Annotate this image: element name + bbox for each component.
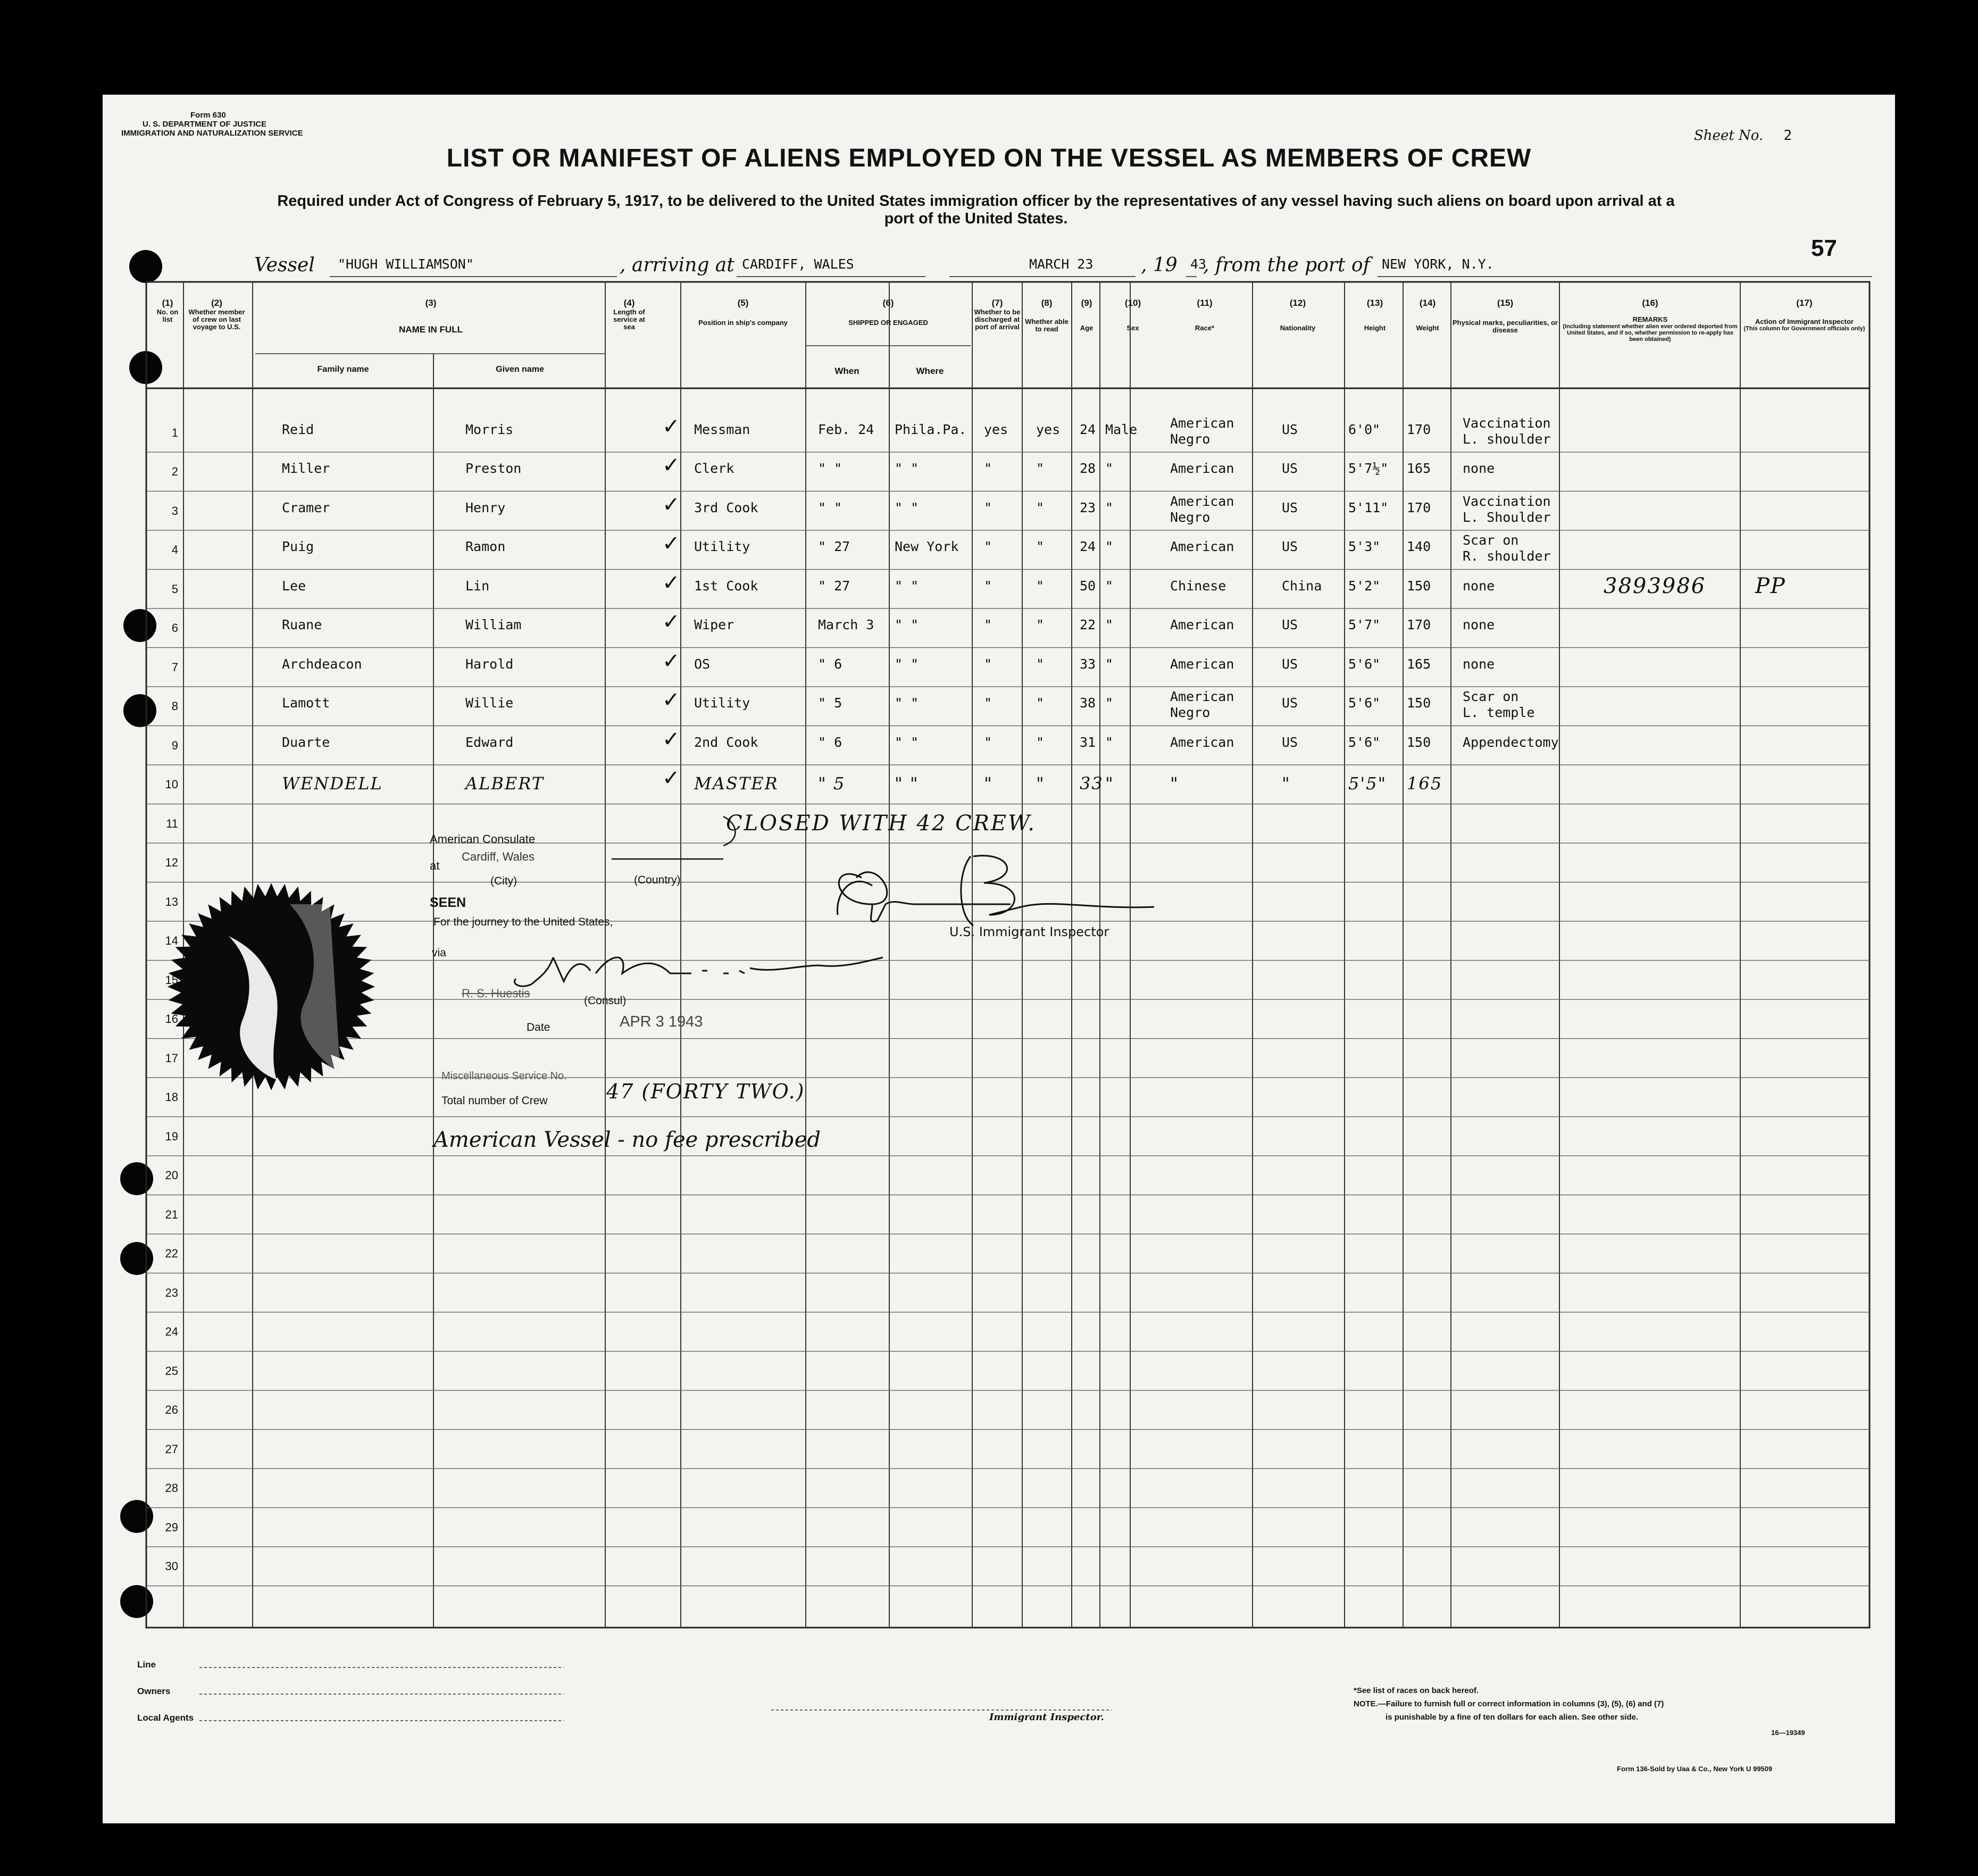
age-cell: 50 <box>1080 578 1096 594</box>
row-number: 26 <box>165 1403 178 1416</box>
shipped-when-cell: Feb. 24 <box>818 421 874 437</box>
physical-marks-cell: Vaccination <box>1463 415 1551 431</box>
shipped-where-header: Where <box>916 366 944 376</box>
col-7-header: (7) Whether to be discharged at port of arrival <box>974 298 1021 331</box>
check-mark-icon: ✓ <box>662 531 680 556</box>
row-number: 9 <box>171 738 178 752</box>
weight-cell: 170 <box>1407 499 1431 515</box>
inspector-signature <box>837 856 1154 926</box>
check-mark-icon: ✓ <box>662 414 680 439</box>
arrival-date: MARCH 23 <box>1029 256 1094 272</box>
race-cell: American <box>1170 415 1234 431</box>
position-cell: Utility <box>694 539 750 554</box>
shipped-when-cell: " 6 <box>818 656 842 672</box>
shipped-where-cell: " " <box>895 695 919 711</box>
arriving-port: CARDIFF, WALES <box>742 256 854 272</box>
row-number: 2 <box>171 465 178 478</box>
year-prefix: , 19 <box>1141 254 1178 276</box>
row-number: 19 <box>165 1129 178 1143</box>
arrival-year: 43 <box>1190 256 1207 272</box>
shipped-where-cell: " " <box>895 461 919 476</box>
fine-note-2: is punishable by a fine of ten dollars for each alien. See other side. <box>1386 1713 1639 1722</box>
physical-marks-cell-line2: L. shoulder <box>1463 431 1551 447</box>
nationality-cell: " <box>1282 773 1291 794</box>
age-cell: 23 <box>1080 499 1096 515</box>
physical-marks-cell: Appendectomy <box>1463 734 1559 750</box>
height-cell: 5'6" <box>1348 695 1381 711</box>
age-cell: 33 <box>1080 773 1104 794</box>
misc-service-label: Miscellaneous Service No. <box>441 1070 567 1082</box>
height-cell: 5'7" <box>1348 617 1381 632</box>
check-mark-icon: ✓ <box>662 492 680 517</box>
able-to-read-cell: " <box>1036 499 1045 515</box>
position-cell: MASTER <box>694 773 779 794</box>
age-cell: 28 <box>1080 461 1096 476</box>
weight-cell: 165 <box>1407 656 1431 672</box>
family-name-cell: Puig <box>282 539 314 554</box>
inspector-action-cell: PP <box>1755 573 1786 598</box>
row-number: 24 <box>165 1325 178 1338</box>
row-number: 14 <box>165 934 178 947</box>
race-cell: " <box>1170 773 1179 794</box>
physical-marks-cell: none <box>1463 617 1495 632</box>
page-number: 57 <box>1811 235 1837 261</box>
family-name-cell: Reid <box>282 421 314 437</box>
shipped-where-cell: " " <box>895 617 919 632</box>
col-5-header: (5) Position in ship's company <box>698 298 788 327</box>
age-cell: 24 <box>1080 421 1096 437</box>
page-title: LIST OR MANIFEST OF ALIENS EMPLOYED ON THE VESSEL AS MEMBERS OF CREW <box>446 144 1532 172</box>
weight-cell: 140 <box>1407 539 1431 554</box>
form-code: 16—19349 <box>1771 1729 1805 1737</box>
consul-name: R. S. Huestis <box>462 987 530 1000</box>
given-name-cell: Willie <box>465 695 514 711</box>
race-cell: American <box>1170 734 1234 750</box>
able-to-read-cell: " <box>1036 578 1045 594</box>
check-mark-icon: ✓ <box>662 610 680 634</box>
col-13-header: (13) Height <box>1364 298 1386 332</box>
shipped-where-cell: " " <box>895 734 919 750</box>
given-name-cell: Harold <box>465 656 514 672</box>
row-number: 3 <box>171 504 178 518</box>
nationality-cell: US <box>1282 539 1298 554</box>
position-cell: Messman <box>694 421 750 437</box>
inspector-footer-label: Immigrant Inspector. <box>989 1712 1104 1723</box>
sex-cell: Male <box>1105 421 1138 437</box>
position-cell: 1st Cook <box>694 578 758 594</box>
position-cell: Utility <box>694 695 750 711</box>
age-cell: 22 <box>1080 617 1096 632</box>
col-15-header: (15) Physical marks, peculiarities, or disease <box>1453 298 1558 334</box>
nationality-cell: China <box>1282 578 1322 594</box>
given-name-cell: Edward <box>465 734 514 750</box>
family-name-cell: Miller <box>282 461 330 476</box>
arriving-label: , arriving at <box>620 254 735 276</box>
check-mark-icon: ✓ <box>662 727 680 752</box>
weight-cell: 150 <box>1407 578 1431 594</box>
row-number: 7 <box>171 660 178 674</box>
nationality-cell: US <box>1282 617 1298 632</box>
discharged-cell: " <box>984 539 992 554</box>
form-number: Form 630 <box>190 111 226 120</box>
shipped-when-cell: " 27 <box>818 539 850 554</box>
col-11-header: (11) Race* <box>1195 298 1215 332</box>
row-number: 13 <box>165 895 178 908</box>
consul-signature <box>514 957 883 986</box>
position-cell: Clerk <box>694 461 735 476</box>
sex-cell: " <box>1105 461 1114 476</box>
position-cell: 2nd Cook <box>694 734 758 750</box>
discharged-cell: " <box>984 695 992 711</box>
col-8-header: (8) Whether able to read <box>1025 298 1069 333</box>
family-name-cell: Ruane <box>282 617 322 632</box>
col-10-header: (10) Sex <box>1124 298 1141 332</box>
row-number: 15 <box>165 973 178 987</box>
weight-cell: 150 <box>1407 734 1431 750</box>
physical-marks-cell: none <box>1463 656 1495 672</box>
shipped-where-cell: " " <box>895 656 919 672</box>
col-14-header: (14) Weight <box>1416 298 1439 332</box>
physical-marks-cell-line2: L. Shoulder <box>1463 509 1551 525</box>
race-cell: American <box>1170 493 1234 509</box>
line-label: Line <box>137 1660 156 1670</box>
nationality-cell: US <box>1282 461 1298 476</box>
row-number: 16 <box>165 1012 178 1025</box>
given-name-cell: Ramon <box>465 539 506 554</box>
family-name-cell: WENDELL <box>282 773 383 794</box>
shipped-when-cell: " " <box>818 499 842 515</box>
row-number: 18 <box>165 1090 178 1104</box>
family-name-header: Family name <box>317 365 369 374</box>
given-name-cell: Morris <box>465 421 514 437</box>
col-16-header: (16) REMARKS (Including statement whether alien ever ordered deported from United States, and if so, whether permission to re-apply has been obtained) <box>1563 298 1738 343</box>
col-1-header: (1) No. on list <box>156 298 179 323</box>
row-number: 27 <box>165 1442 178 1456</box>
family-name-cell: Duarte <box>282 734 330 750</box>
consular-seal-icon <box>168 883 375 1090</box>
height-cell: 5'7½" <box>1348 461 1389 476</box>
physical-marks-cell: none <box>1463 461 1495 476</box>
row-number: 17 <box>165 1051 178 1065</box>
department-name: U. S. DEPARTMENT OF JUSTICE <box>143 120 267 129</box>
physical-marks-cell: Vaccination <box>1463 493 1551 509</box>
height-cell: 5'11" <box>1348 499 1389 515</box>
height-cell: 5'6" <box>1348 734 1381 750</box>
row-number: 10 <box>165 778 178 791</box>
sex-cell: " <box>1105 578 1114 594</box>
able-to-read-cell: yes <box>1036 421 1061 437</box>
fine-note-1: NOTE.—Failure to furnish full or correct information in columns (3), (5), (6) and (7) <box>1354 1699 1664 1708</box>
able-to-read-cell: " <box>1036 695 1045 711</box>
race-cell-line2: Negro <box>1170 705 1211 720</box>
shipped-where-cell: Phila.Pa. <box>895 421 967 437</box>
from-port: NEW YORK, N.Y. <box>1382 256 1494 272</box>
shipped-where-cell: " " <box>895 773 919 794</box>
shipped-where-cell: " " <box>895 499 919 515</box>
journey-text: For the journey to the United States, <box>433 916 613 928</box>
row-number: 20 <box>165 1169 178 1182</box>
race-cell: American <box>1170 539 1234 554</box>
race-cell: American <box>1170 461 1234 476</box>
owners-label: Owners <box>137 1686 171 1696</box>
shipped-when-cell: March 3 <box>818 617 874 632</box>
consulate-city: Cardiff, Wales <box>462 850 535 863</box>
sex-cell: " <box>1105 539 1114 554</box>
row-number: 22 <box>165 1247 178 1260</box>
row-number: 21 <box>165 1207 178 1221</box>
col-17-header: (17) Action of Immigrant Inspector (This column for Government officials only) <box>1743 298 1865 332</box>
given-name-header: Given name <box>496 365 544 374</box>
weight-cell: 170 <box>1407 421 1431 437</box>
able-to-read-cell: " <box>1036 734 1045 750</box>
age-cell: 31 <box>1080 734 1096 750</box>
via-label: via <box>432 947 446 959</box>
age-cell: 33 <box>1080 656 1096 672</box>
seen-stamp: SEEN <box>430 895 466 910</box>
sex-cell: " <box>1105 656 1114 672</box>
row-number: 25 <box>165 1364 178 1378</box>
nationality-cell: US <box>1282 656 1298 672</box>
age-cell: 38 <box>1080 695 1096 711</box>
row-number: 8 <box>171 699 178 713</box>
position-cell: Wiper <box>694 617 735 632</box>
col-9-header: (9) Age <box>1080 298 1094 332</box>
fee-note: American Vessel - no fee prescribed <box>433 1128 821 1152</box>
total-crew-label: Total number of Crew <box>441 1095 548 1107</box>
row-number: 12 <box>165 856 178 869</box>
discharged-cell: " <box>984 578 992 594</box>
age-cell: 24 <box>1080 539 1096 554</box>
weight-cell: 165 <box>1407 773 1443 794</box>
physical-marks-cell-line2: R. shoulder <box>1463 548 1551 564</box>
check-mark-icon: ✓ <box>662 688 680 712</box>
given-name-cell: Henry <box>465 499 506 515</box>
race-cell-line2: Negro <box>1170 509 1211 525</box>
height-cell: 5'2" <box>1348 578 1381 594</box>
total-crew-value: 47 (FORTY TWO.) <box>606 1080 805 1103</box>
weight-cell: 170 <box>1407 617 1431 632</box>
sex-cell: " <box>1105 773 1114 794</box>
consul-caption: (Consul) <box>584 995 627 1007</box>
check-mark-icon: ✓ <box>662 766 680 790</box>
shipped-when-cell: " 6 <box>818 734 842 750</box>
col-12-header: (12) Nationality <box>1280 298 1316 332</box>
race-cell: American <box>1170 617 1234 632</box>
able-to-read-cell: " <box>1036 617 1045 632</box>
shipped-when-cell: " 27 <box>818 578 850 594</box>
race-cell-line2: Negro <box>1170 431 1211 447</box>
shipped-when-cell: " 5 <box>818 773 846 794</box>
race-cell: American <box>1170 656 1234 672</box>
physical-marks-cell: Scar on <box>1463 532 1519 548</box>
consulate-at-label: at <box>430 859 440 872</box>
check-mark-icon: ✓ <box>662 453 680 478</box>
local-agents-label: Local Agents <box>137 1713 194 1723</box>
discharged-cell: " <box>984 656 992 672</box>
sheet-number: Sheet No. 2 <box>1694 128 1792 144</box>
race-cell: Chinese <box>1170 578 1226 594</box>
sex-cell: " <box>1105 499 1114 515</box>
row-number: 4 <box>171 543 178 556</box>
given-name-cell: ALBERT <box>465 773 545 794</box>
physical-marks-cell: none <box>1463 578 1495 594</box>
check-mark-icon: ✓ <box>662 570 680 595</box>
discharged-cell: " <box>984 773 993 794</box>
from-label: , from the port of <box>1203 254 1370 276</box>
city-caption: (City) <box>490 875 518 887</box>
shipped-when-cell: " " <box>818 461 842 476</box>
position-cell: 3rd Cook <box>694 499 758 515</box>
closed-note: CLOSED WITH 42 CREW. <box>726 811 1036 836</box>
family-name-cell: Cramer <box>282 499 330 515</box>
family-name-cell: Lee <box>282 578 306 594</box>
remarks-cell: 3893986 <box>1604 573 1706 598</box>
race-cell: American <box>1170 689 1234 704</box>
able-to-read-cell: " <box>1036 461 1045 476</box>
discharged-cell: " <box>984 734 992 750</box>
given-name-cell: Lin <box>465 578 490 594</box>
height-cell: 6'0" <box>1348 421 1381 437</box>
sex-cell: " <box>1105 617 1114 632</box>
row-number: 1 <box>171 426 178 439</box>
given-name-cell: Preston <box>465 461 522 476</box>
row-number: 23 <box>165 1286 178 1299</box>
col-4-header: (4) Length of service at sea <box>613 298 645 331</box>
row-number: 29 <box>165 1520 178 1534</box>
row-number: 6 <box>171 621 178 635</box>
row-number: 5 <box>171 582 178 596</box>
consulate-label: American Consulate <box>430 832 536 846</box>
discharged-cell: " <box>984 617 992 632</box>
printer-imprint: Form 136-Sold by Uaa & Co., New York U 99509 <box>1617 1765 1773 1773</box>
col-6-header: (6) SHIPPED OR ENGAGED <box>848 298 928 327</box>
races-note: *See list of races on back hereof. <box>1354 1686 1479 1695</box>
discharged-cell: " <box>984 499 992 515</box>
weight-cell: 165 <box>1407 461 1431 476</box>
height-cell: 5'5" <box>1348 773 1387 794</box>
vessel-name: "HUGH WILLIAMSON" <box>338 256 474 272</box>
col-3-header: (3) NAME IN FULL <box>399 298 463 335</box>
weight-cell: 150 <box>1407 695 1431 711</box>
able-to-read-cell: " <box>1036 539 1045 554</box>
page-subtitle: Required under Act of Congress of February 5, 1917, to be delivered to the United States immigration officer by the representatives of any vessel having such aliens on board upon arrival at a port of the United States. <box>277 193 1675 227</box>
able-to-read-cell: " <box>1036 773 1045 794</box>
position-cell: OS <box>694 656 711 672</box>
vessel-label: Vessel <box>254 254 315 276</box>
shipped-where-cell: " " <box>895 578 919 594</box>
col-2-header: (2) Whether member of crew on last voyage to U.S. <box>188 298 245 331</box>
date-label: Date <box>527 1021 550 1033</box>
check-mark-icon: ✓ <box>662 648 680 673</box>
row-number: 11 <box>166 816 178 830</box>
inspector-title: U.S. Immigrant Inspector <box>949 924 1109 939</box>
able-to-read-cell: " <box>1036 656 1045 672</box>
shipped-when-cell: " 5 <box>818 695 842 711</box>
nationality-cell: US <box>1282 421 1298 437</box>
row-number: 30 <box>165 1560 178 1573</box>
given-name-cell: William <box>465 617 522 632</box>
discharged-cell: yes <box>984 421 1008 437</box>
shipped-where-cell: New York <box>895 539 959 554</box>
family-name-cell: Archdeacon <box>282 656 362 672</box>
height-cell: 5'3" <box>1348 539 1381 554</box>
family-name-cell: Lamott <box>282 695 330 711</box>
row-number: 28 <box>165 1481 178 1495</box>
country-caption: (Country) <box>634 874 681 886</box>
physical-marks-cell-line2: L. temple <box>1463 705 1535 720</box>
height-cell: 5'6" <box>1348 656 1381 672</box>
service-name: IMMIGRATION AND NATURALIZATION SERVICE <box>121 129 303 138</box>
consul-date-stamp: APR 3 1943 <box>620 1013 703 1030</box>
nationality-cell: US <box>1282 734 1298 750</box>
nationality-cell: US <box>1282 695 1298 711</box>
shipped-when-header: When <box>834 366 859 376</box>
sex-cell: " <box>1105 695 1114 711</box>
nationality-cell: US <box>1282 499 1298 515</box>
sex-cell: " <box>1105 734 1114 750</box>
physical-marks-cell: Scar on <box>1463 689 1519 704</box>
discharged-cell: " <box>984 461 992 476</box>
